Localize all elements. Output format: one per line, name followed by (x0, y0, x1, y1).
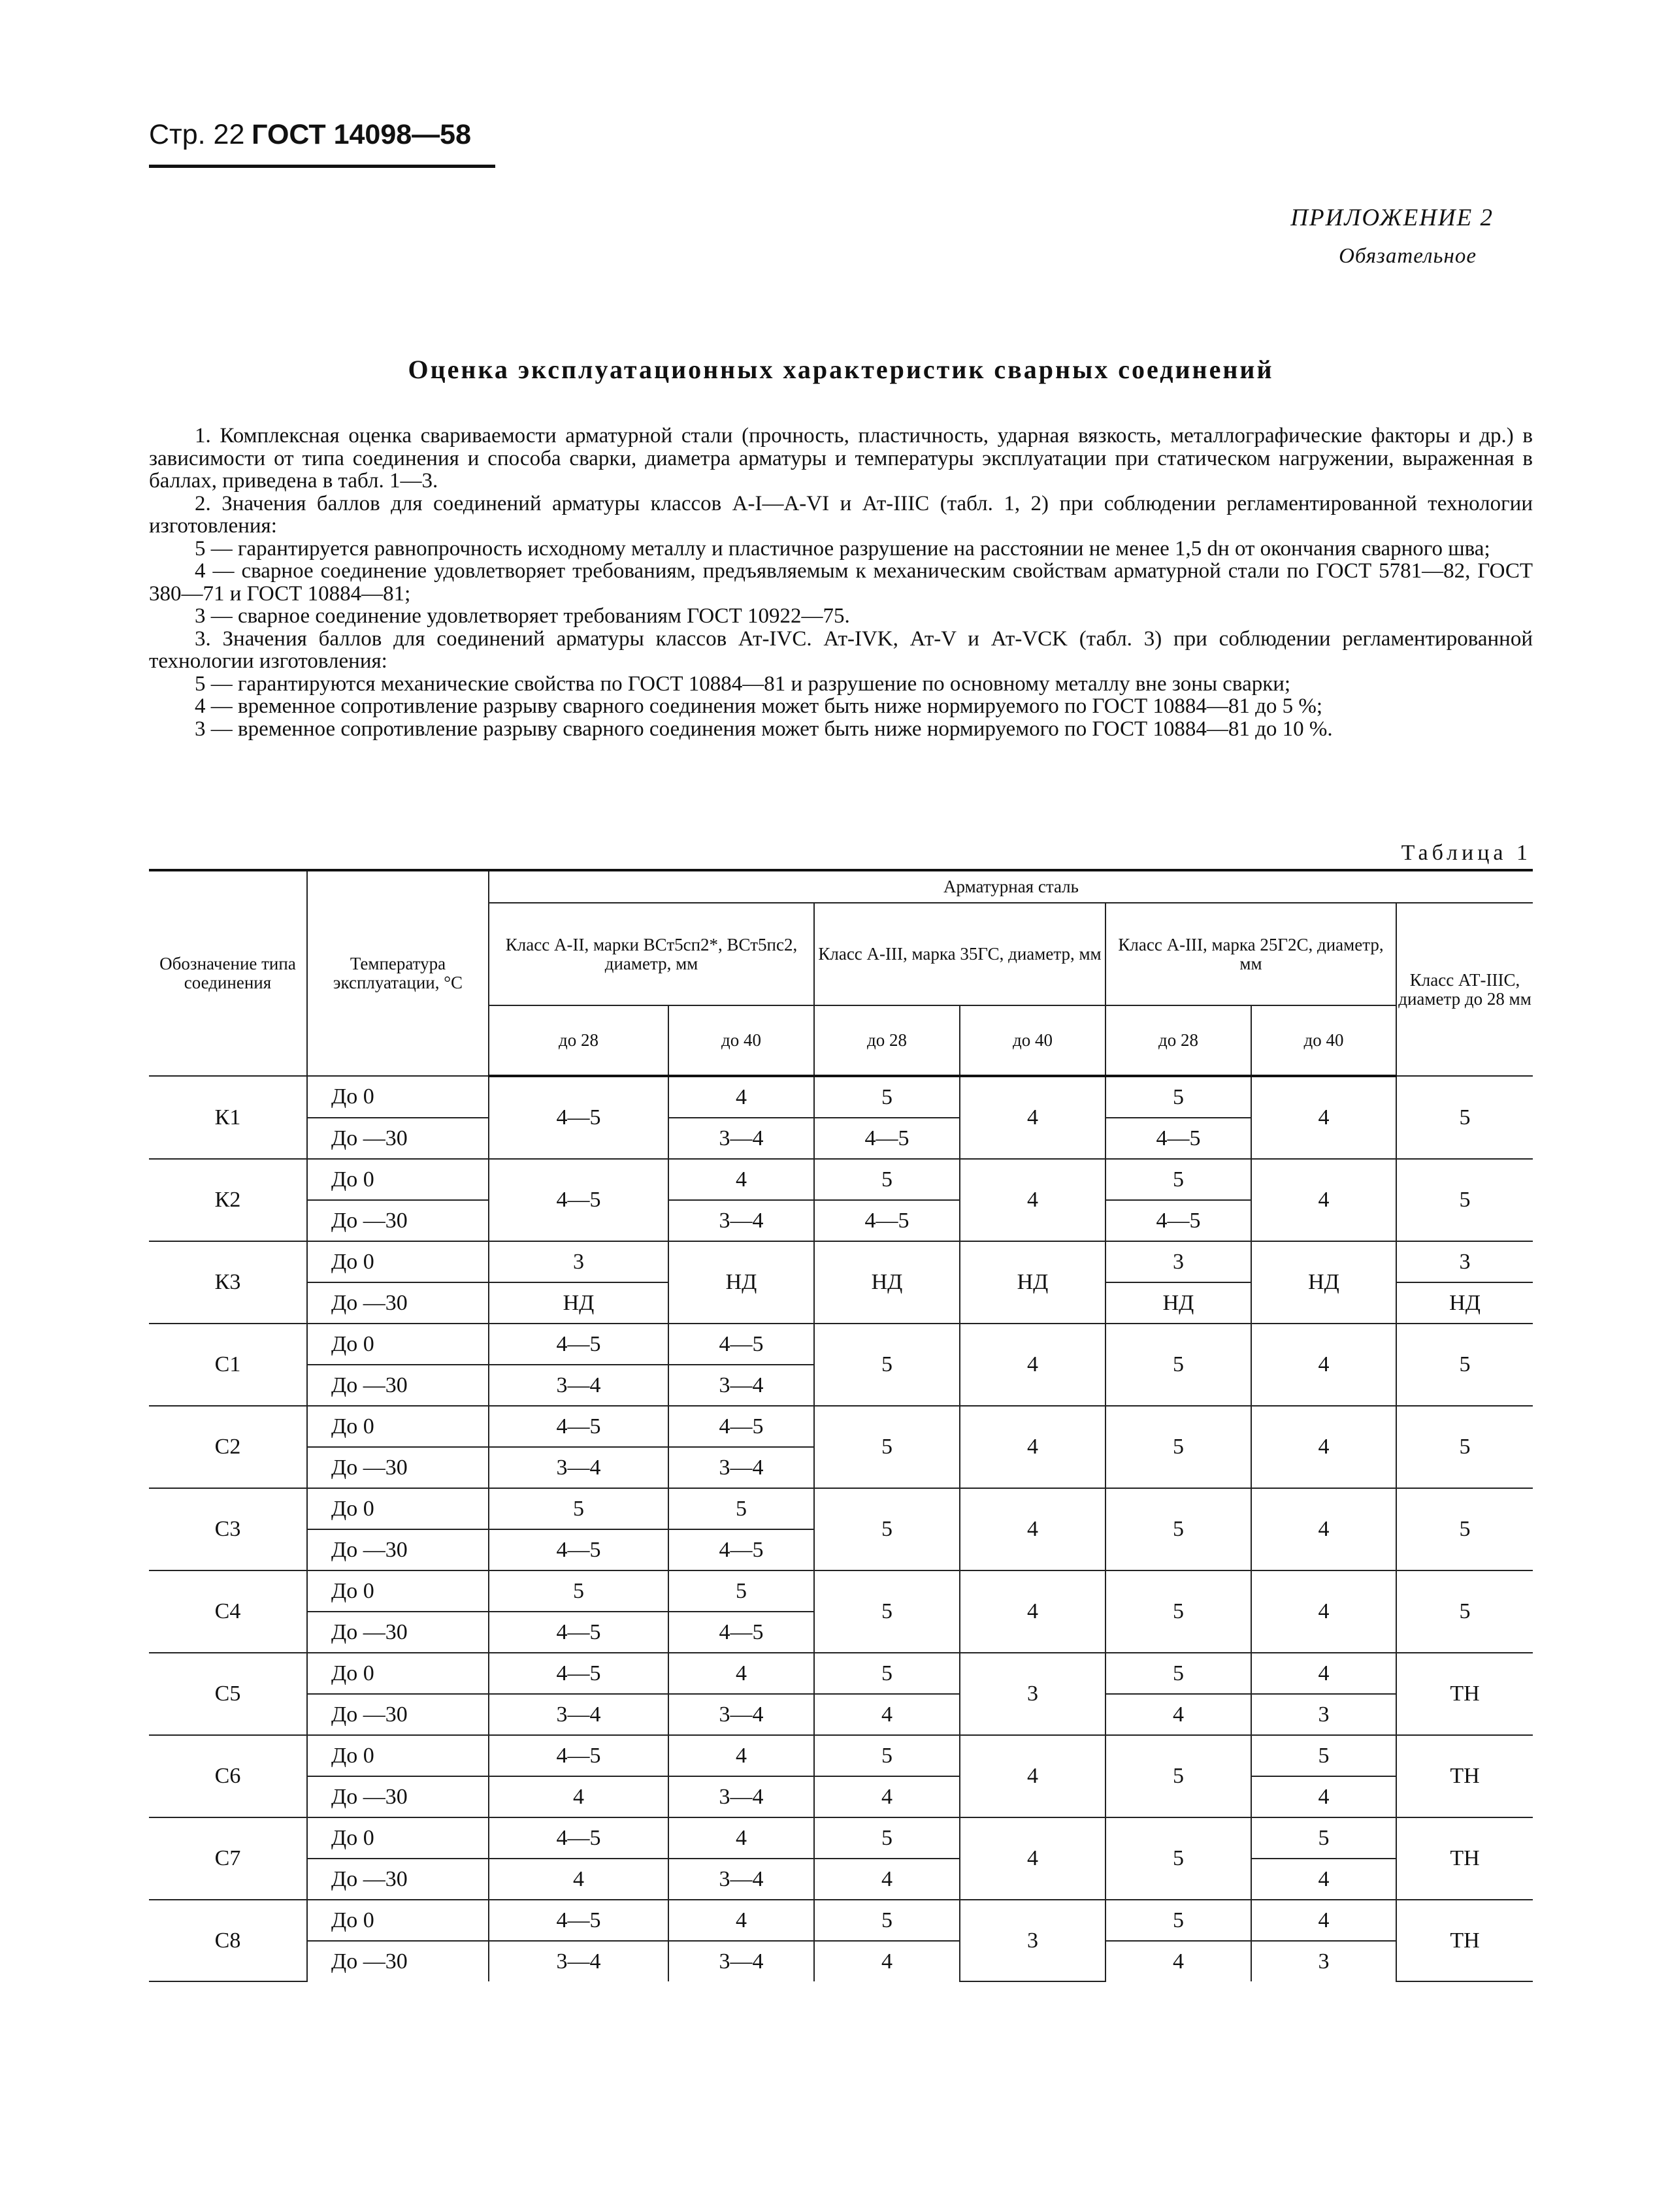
score-cell-a2-d40: 3—4 (668, 1118, 814, 1159)
table-row (149, 1324, 1533, 1365)
header-d28: до 28 (489, 1005, 668, 1076)
temperature-cell: До 0 (307, 1817, 489, 1859)
score-cell-a3-35gs-d28: 5 (814, 1817, 960, 1859)
score-cell-a3-25g2s-d40: 4 (1251, 1488, 1396, 1570)
score-cell-a3-25g2s-d28: 5 (1105, 1900, 1251, 1941)
header-class-a3-25g2s: Класс А-III, марка 25Г2С, диаметр, мм (1105, 903, 1396, 1005)
score-cell-a3-25g2s-d40: 5 (1251, 1735, 1396, 1776)
header-temperature: Температура эксплуатации, °С (307, 870, 489, 1076)
joint-type-cell: С2 (149, 1406, 307, 1488)
score-cell-a2-d28: 4—5 (489, 1529, 668, 1570)
page-header (149, 119, 495, 168)
temperature-cell: До —30 (307, 1529, 489, 1570)
score-cell-a2-d28: 4—5 (489, 1735, 668, 1776)
score-cell-at3s-d28: 5 (1396, 1488, 1533, 1570)
score-cell-a3-25g2s-d40: НД (1251, 1241, 1396, 1324)
score-cell-a3-35gs-d28: 4—5 (814, 1118, 960, 1159)
score-cell-a3-25g2s-d40: 4 (1251, 1570, 1396, 1653)
score-cell-a3-35gs-d28: 5 (814, 1653, 960, 1694)
score-cell-a3-25g2s-d40: 3 (1251, 1941, 1396, 1981)
temperature-cell: До 0 (307, 1900, 489, 1941)
score-cell-a2-d40: 3—4 (668, 1941, 814, 1981)
score-cell-a2-d28: 3—4 (489, 1365, 668, 1406)
score-cell-a3-35gs-d28: 5 (814, 1570, 960, 1653)
score-cell-a2-d40: 4 (668, 1159, 814, 1200)
score-cell-at3s-d28: НД (1396, 1282, 1533, 1324)
score-cell-a3-25g2s-d40: 4 (1251, 1653, 1396, 1694)
table-row (149, 1817, 1533, 1859)
page-number: Стр. 22 (149, 119, 245, 150)
temperature-cell: До 0 (307, 1735, 489, 1776)
score-cell-a3-25g2s-d28: 5 (1105, 1735, 1251, 1817)
score-cell-a3-25g2s-d28: 4 (1105, 1941, 1251, 1981)
paragraph: 2. Значения баллов для соединений арматуры классов А-I—А-VI и Ат-IIIС (табл. 1, 2) при соблюдении регламентированной технологии изготовления: (149, 491, 1533, 538)
score-cell-a3-25g2s-d28: 5 (1105, 1324, 1251, 1406)
score-cell-a3-35gs-d28: 4 (814, 1941, 960, 1981)
score-cell-a2-d40: 3—4 (668, 1776, 814, 1817)
score-cell-a3-25g2s-d28: 3 (1105, 1241, 1251, 1282)
temperature-cell: До 0 (307, 1653, 489, 1694)
joint-type-cell: С4 (149, 1570, 307, 1653)
table-row (149, 1076, 1533, 1118)
score-cell-a3-35gs-d40: 3 (960, 1653, 1105, 1735)
temperature-cell: До —30 (307, 1118, 489, 1159)
score-cell-a3-35gs-d40: 4 (960, 1735, 1105, 1817)
appendix-title: ПРИЛОЖЕНИЕ 2 (1290, 204, 1494, 231)
joint-type-cell: С1 (149, 1324, 307, 1406)
table-row (149, 1859, 1533, 1900)
score-cell-a2-d40: 4 (668, 1735, 814, 1776)
score-cell-at3s-d28: 5 (1396, 1076, 1533, 1159)
joint-type-cell: К2 (149, 1159, 307, 1241)
joint-type-cell: К3 (149, 1241, 307, 1324)
score-cell-a3-35gs-d28: 4—5 (814, 1200, 960, 1241)
appendix-subtitle: Обязательное (1339, 244, 1477, 268)
table-row (149, 1653, 1533, 1694)
score-cell-a3-25g2s-d28: 5 (1105, 1159, 1251, 1200)
score-cell-a3-25g2s-d40: 4 (1251, 1324, 1396, 1406)
table-row (149, 1900, 1533, 1941)
score-cell-a2-d40: 3—4 (668, 1200, 814, 1241)
temperature-cell: До 0 (307, 1076, 489, 1118)
score-cell-a3-25g2s-d28: НД (1105, 1282, 1251, 1324)
score-cell-a2-d28: 5 (489, 1570, 668, 1612)
score-cell-a2-d40: 4—5 (668, 1529, 814, 1570)
score-cell-a2-d40: 3—4 (668, 1365, 814, 1406)
score-cell-a3-25g2s-d28: 5 (1105, 1817, 1251, 1900)
score-cell-a3-35gs-d28: 4 (814, 1694, 960, 1735)
temperature-cell: До 0 (307, 1241, 489, 1282)
score-cell-at3s-d28: ТН (1396, 1735, 1533, 1817)
score-cell-a3-25g2s-d40: 4 (1251, 1776, 1396, 1817)
score-cell-a3-35gs-d28: 5 (814, 1406, 960, 1488)
body-text (149, 425, 1533, 740)
paragraph: 4 — сварное соединение удовлетворяет требованиям, предъявляемым к механическим свойствам арматурной стали по ГОСТ 5781—82, ГОСТ 380—71 и ГОСТ 10884—81; (149, 559, 1533, 606)
score-cell-a3-25g2s-d28: 4 (1105, 1694, 1251, 1735)
score-cell-a2-d40: НД (668, 1241, 814, 1324)
score-cell-at3s-d28: ТН (1396, 1817, 1533, 1900)
score-cell-a3-35gs-d28: 5 (814, 1159, 960, 1200)
score-cell-a2-d28: НД (489, 1282, 668, 1324)
score-cell-a3-35gs-d40: 4 (960, 1570, 1105, 1653)
joint-type-cell: С5 (149, 1653, 307, 1735)
score-cell-a2-d28: 4—5 (489, 1612, 668, 1653)
score-cell-a3-25g2s-d40: 4 (1251, 1159, 1396, 1241)
score-cell-a2-d28: 4—5 (489, 1900, 668, 1941)
table-caption: Таблица 1 (1401, 841, 1531, 865)
header-d40: до 40 (1251, 1005, 1396, 1076)
paragraph: 1. Комплексная оценка свариваемости арматурной стали (прочность, пластичность, ударная вязкость, металлографические факторы и др.) в зависимости от типа соединения и способа сварки, диаметра арматуры и температуры эксплуатации при статическом нагружении, выраженная в баллах, приведена в табл. 1—3. (149, 424, 1533, 493)
score-cell-a3-35gs-d28: 4 (814, 1776, 960, 1817)
header-class-at3s: Класс АТ-IIIС, диаметр до 28 мм (1396, 903, 1533, 1076)
score-cell-a2-d40: 4—5 (668, 1406, 814, 1447)
joint-type-cell: С6 (149, 1735, 307, 1817)
data-table (149, 869, 1533, 1982)
table-row (149, 1241, 1533, 1282)
table-row (149, 1159, 1533, 1200)
header-d28: до 28 (814, 1005, 960, 1076)
score-cell-a2-d40: 3—4 (668, 1694, 814, 1735)
score-cell-a3-25g2s-d28: 4—5 (1105, 1118, 1251, 1159)
temperature-cell: До 0 (307, 1324, 489, 1365)
joint-type-cell: С7 (149, 1817, 307, 1900)
score-cell-at3s-d28: ТН (1396, 1653, 1533, 1735)
score-cell-a3-35gs-d40: 4 (960, 1324, 1105, 1406)
header-steel: Арматурная сталь (489, 870, 1533, 903)
table-row (149, 1941, 1533, 1981)
score-cell-a3-25g2s-d28: 4—5 (1105, 1200, 1251, 1241)
score-cell-a3-35gs-d40: 4 (960, 1817, 1105, 1900)
score-cell-a3-35gs-d28: 5 (814, 1488, 960, 1570)
score-cell-a3-35gs-d28: 5 (814, 1324, 960, 1406)
score-cell-a3-25g2s-d28: 5 (1105, 1488, 1251, 1570)
header-d40: до 40 (960, 1005, 1105, 1076)
score-cell-a3-25g2s-d40: 4 (1251, 1076, 1396, 1159)
score-cell-a3-35gs-d40: 3 (960, 1900, 1105, 1981)
score-cell-a3-35gs-d28: 5 (814, 1076, 960, 1118)
score-cell-a3-35gs-d28: НД (814, 1241, 960, 1324)
table-body (149, 1076, 1533, 1981)
header-class-a3-35gs: Класс А-III, марка 35ГС, диаметр, мм (814, 903, 1105, 1005)
joint-type-cell: С3 (149, 1488, 307, 1570)
score-cell-at3s-d28: 5 (1396, 1324, 1533, 1406)
score-cell-at3s-d28: ТН (1396, 1900, 1533, 1981)
score-cell-a2-d40: 3—4 (668, 1447, 814, 1488)
score-cell-a2-d28: 4—5 (489, 1653, 668, 1694)
score-cell-a3-25g2s-d28: 5 (1105, 1653, 1251, 1694)
score-cell-a2-d28: 4—5 (489, 1159, 668, 1241)
score-cell-a3-35gs-d28: 5 (814, 1735, 960, 1776)
score-cell-a2-d28: 4—5 (489, 1076, 668, 1159)
score-cell-a2-d40: 4 (668, 1817, 814, 1859)
joint-type-cell: К1 (149, 1076, 307, 1159)
temperature-cell: До —30 (307, 1282, 489, 1324)
score-cell-a3-25g2s-d40: 3 (1251, 1694, 1396, 1735)
paragraph: 5 — гарантируется равнопрочность исходному металлу и пластичное разрушение на расстоянии не менее 1,5 dн от окончания сварного шва; (195, 536, 1490, 561)
header-type: Обозначение типа соединения (149, 870, 307, 1076)
score-cell-a3-25g2s-d40: 5 (1251, 1817, 1396, 1859)
score-cell-a2-d40: 4 (668, 1653, 814, 1694)
paragraph: 3 — сварное соединение удовлетворяет требованиям ГОСТ 10922—75. (195, 604, 850, 628)
temperature-cell: До —30 (307, 1612, 489, 1653)
temperature-cell: До 0 (307, 1406, 489, 1447)
score-cell-a3-25g2s-d28: 5 (1105, 1406, 1251, 1488)
score-cell-a2-d40: 4 (668, 1900, 814, 1941)
temperature-cell: До —30 (307, 1447, 489, 1488)
header-class-a2: Класс А-II, марки ВСт5сп2*, ВСт5пс2, диаметр, мм (489, 903, 814, 1005)
score-cell-a3-25g2s-d40: 4 (1251, 1859, 1396, 1900)
score-cell-a2-d40: 4 (668, 1076, 814, 1118)
temperature-cell: До —30 (307, 1859, 489, 1900)
score-cell-a3-25g2s-d40: 4 (1251, 1406, 1396, 1488)
score-cell-a2-d28: 4—5 (489, 1817, 668, 1859)
paragraph: 4 — временное сопротивление разрыву сварного соединения может быть ниже нормируемого по ГОСТ 10884—81 до 5 %; (195, 694, 1323, 718)
score-cell-a2-d40: 4—5 (668, 1324, 814, 1365)
score-cell-a2-d28: 5 (489, 1488, 668, 1529)
score-cell-a2-d40: 5 (668, 1488, 814, 1529)
temperature-cell: До —30 (307, 1941, 489, 1981)
paragraph: 3. Значения баллов для соединений арматуры классов Ат-IVC. Ат-IVK, Ат-V и Ат-VCK (табл. 3) при соблюдении регламентированной технологии изготовления: (149, 626, 1533, 673)
paragraph: 5 — гарантируются механические свойства по ГОСТ 10884—81 и разрушение по основному металлу вне зоны сварки; (195, 672, 1291, 696)
score-cell-at3s-d28: 5 (1396, 1159, 1533, 1241)
temperature-cell: До —30 (307, 1200, 489, 1241)
document-code: ГОСТ 14098—58 (252, 119, 471, 150)
table-row (149, 1570, 1533, 1612)
score-cell-a2-d28: 3—4 (489, 1941, 668, 1981)
score-cell-a2-d40: 3—4 (668, 1859, 814, 1900)
temperature-cell: До —30 (307, 1365, 489, 1406)
joint-type-cell: С8 (149, 1900, 307, 1981)
score-cell-a2-d40: 4—5 (668, 1612, 814, 1653)
score-cell-a3-25g2s-d28: 5 (1105, 1570, 1251, 1653)
header-d40: до 40 (668, 1005, 814, 1076)
temperature-cell: До 0 (307, 1159, 489, 1200)
score-cell-at3s-d28: 5 (1396, 1570, 1533, 1653)
header-d28: до 28 (1105, 1005, 1251, 1076)
score-cell-a3-35gs-d40: 4 (960, 1076, 1105, 1159)
score-cell-a3-35gs-d40: НД (960, 1241, 1105, 1324)
document-title: Оценка эксплуатационных характеристик сварных соединений (408, 355, 1274, 384)
score-cell-a2-d28: 4 (489, 1776, 668, 1817)
table-row (149, 1776, 1533, 1817)
score-cell-a3-35gs-d28: 4 (814, 1859, 960, 1900)
temperature-cell: До 0 (307, 1488, 489, 1529)
table-row (149, 1488, 1533, 1529)
table-row (149, 1735, 1533, 1776)
score-cell-a2-d28: 4 (489, 1859, 668, 1900)
temperature-cell: До 0 (307, 1570, 489, 1612)
score-cell-a3-35gs-d28: 5 (814, 1900, 960, 1941)
temperature-cell: До —30 (307, 1776, 489, 1817)
score-cell-a3-35gs-d40: 4 (960, 1488, 1105, 1570)
score-cell-at3s-d28: 3 (1396, 1241, 1533, 1282)
score-cell-a3-35gs-d40: 4 (960, 1406, 1105, 1488)
table-row (149, 1694, 1533, 1735)
score-cell-a2-d28: 3 (489, 1241, 668, 1282)
score-cell-a2-d28: 3—4 (489, 1694, 668, 1735)
score-cell-a3-25g2s-d28: 5 (1105, 1076, 1251, 1118)
score-cell-at3s-d28: 5 (1396, 1406, 1533, 1488)
score-cell-a2-d28: 3—4 (489, 1447, 668, 1488)
paragraph: 3 — временное сопротивление разрыву сварного соединения может быть ниже нормируемого по ГОСТ 10884—81 до 10 %. (195, 717, 1333, 741)
table-row (149, 1406, 1533, 1447)
score-cell-a3-25g2s-d40: 4 (1251, 1900, 1396, 1941)
score-cell-a2-d28: 4—5 (489, 1406, 668, 1447)
temperature-cell: До —30 (307, 1694, 489, 1735)
score-cell-a2-d28: 4—5 (489, 1324, 668, 1365)
score-cell-a3-35gs-d40: 4 (960, 1159, 1105, 1241)
score-cell-a2-d40: 5 (668, 1570, 814, 1612)
